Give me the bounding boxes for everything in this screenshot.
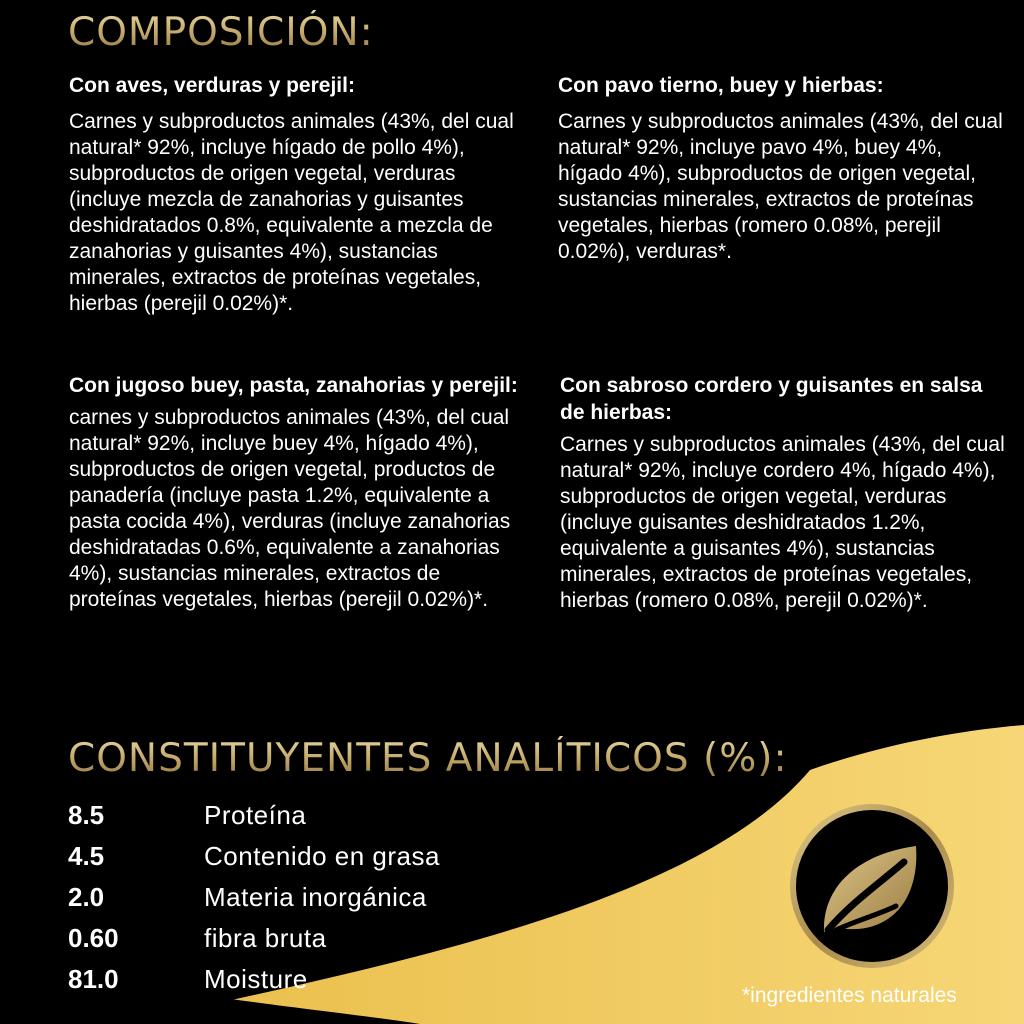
analysis-label: Moisture: [204, 964, 308, 994]
recipe-ingredients: carnes y subproductos animales (43%, del cual natural* 92%, incluye buey 4%, hígado 4%), subproductos de origen vegetal, productos de panadería (incluye pasta 1.2%, equivalente a pasta cocida 4%), verduras (incluye zanahorias deshidratadas 0.6%, equivalente a zanahorias 4%), sustancias minerales, extractos de proteínas vegetales, hierbas (perejil 0.02%)*.: [69, 406, 511, 611]
natural-ingredients-footnote: *ingredientes naturales: [742, 984, 957, 1007]
recipe-buey: [69, 372, 519, 613]
analysis-label: Materia inorgánica: [204, 882, 427, 912]
analysis-value: 0.60: [68, 923, 119, 953]
analysis-value: 8.5: [68, 800, 105, 830]
analysis-value: 2.0: [68, 882, 105, 912]
recipe-cordero: [560, 372, 1005, 614]
recipe-title: Con aves, verduras y perejil:: [69, 74, 355, 97]
analysis-row-moisture: [68, 959, 440, 1000]
composition-heading: COMPOSICIÓN:: [68, 10, 374, 55]
analysis-row-fibre: [68, 918, 440, 959]
recipe-title: Con jugoso buey, pasta, zanahorias y perejil:: [69, 374, 518, 397]
analysis-value: 81.0: [68, 964, 119, 994]
analysis-row-fat: [68, 836, 440, 877]
analysis-row-protein: [68, 795, 440, 836]
recipe-pavo: [558, 72, 1003, 265]
analysis-row-ash: [68, 877, 440, 918]
recipe-aves: [69, 72, 519, 317]
recipe-ingredients: Carnes y subproductos animales (43%, del cual natural* 92%, incluye cordero 4%, hígado 4%), subproductos de origen vegetal, verduras (incluye guisantes deshidratados 1.2%, equivalente a guisantes 4%), sustancias minerales, extractos de proteínas vegetales, hierbas (romero 0.08%, perejil 0.02%)*.: [560, 433, 1005, 612]
analysis-label: fibra bruta: [204, 923, 327, 953]
analysis-table: [68, 795, 440, 1000]
analysis-label: Proteína: [204, 800, 307, 830]
analysis-heading: CONSTITUYENTES ANALÍTICOS (%):: [68, 736, 788, 781]
recipe-ingredients: Carnes y subproductos animales (43%, del cual natural* 92%, incluye pavo 4%, buey 4%, hígado 4%), subproductos de origen vegetal, sustancias minerales, extractos de proteínas vegetales, hierbas (romero 0.08%, perejil 0.02%), verduras*.: [558, 110, 1003, 263]
recipe-ingredients: Carnes y subproductos animales (43%, del cual natural* 92%, incluye hígado de pollo 4%), subproductos de origen vegetal, verduras (incluye mezcla de zanahorias y guisantes deshidratados 0.8%, equivalente a mezcla de zanahorias y guisantes 4%), sustancias minerales, extractos de proteínas vegetales, hierbas (perejil 0.02%)*.: [69, 110, 514, 315]
recipe-title: Con pavo tierno, buey y hierbas:: [558, 74, 884, 97]
analysis-value: 4.5: [68, 841, 105, 871]
analysis-label: Contenido en grasa: [204, 841, 440, 871]
recipe-title: Con sabroso cordero y guisantes en salsa de hierbas:: [560, 374, 983, 424]
leaf-icon: [788, 802, 956, 970]
